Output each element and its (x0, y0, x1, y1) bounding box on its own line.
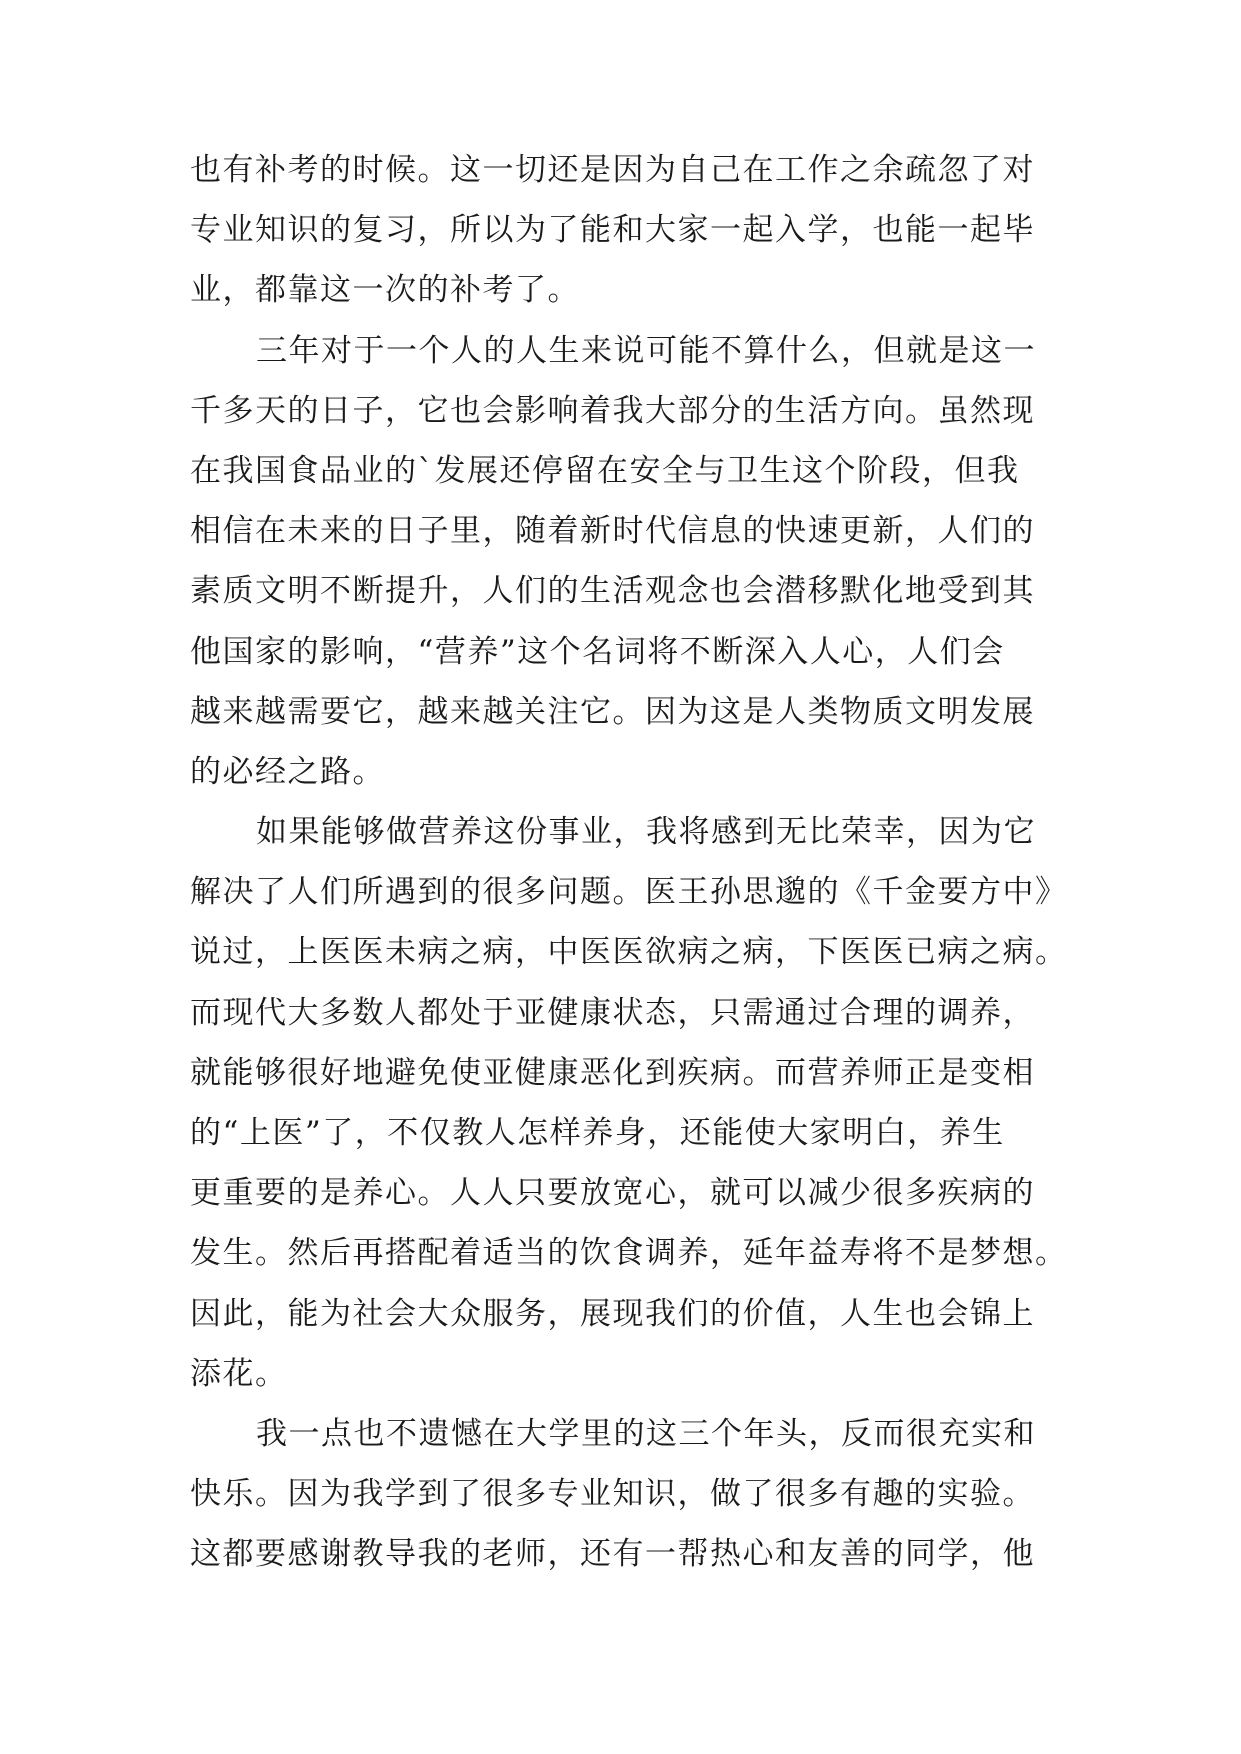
text-line: 就能够很好地避免使亚健康恶化到疾病。而营养师正是变相 (190, 1054, 1035, 1091)
text-line: 添花。 (190, 1355, 288, 1392)
text-line: 发生。然后再搭配着适当的饮食调养，延年益寿将不是梦想。 (190, 1235, 1068, 1272)
text-line: 越来越需要它，越来越关注它。因为这是人类物质文明发展 (190, 693, 1035, 730)
text-line: 这都要感谢教导我的老师，还有一帮热心和友善的同学，他 (190, 1536, 1035, 1573)
paragraph-first-line: 三年对于一个人的人生来说可能不算什么，但就是这一 (256, 332, 1036, 369)
text-line: 素质文明不断提升，人们的生活观念也会潜移默化地受到其 (190, 573, 1035, 610)
paragraph-first-line: 我一点也不遗憾在大学里的这三个年头，反而很充实和 (256, 1415, 1036, 1452)
text-line: 专业知识的复习，所以为了能和大家一起入学，也能一起毕 (190, 212, 1035, 249)
text-line: 解决了人们所遇到的很多问题。医王孙思邈的《千金要方中》 (190, 874, 1068, 911)
text-line: 而现代大多数人都处于亚健康状态，只需通过合理的调养， (190, 994, 1035, 1031)
body-text (190, 140, 1068, 1585)
text-line: 因此，能为社会大众服务，展现我们的价值，人生也会锦上 (190, 1295, 1035, 1332)
text-line: 快乐。因为我学到了很多专业知识，做了很多有趣的实验。 (190, 1476, 1035, 1513)
text-line: 更重要的是养心。人人只要放宽心，就可以减少很多疾病的 (190, 1175, 1035, 1212)
text-line: 千多天的日子，它也会影响着我大部分的生活方向。虽然现 (190, 392, 1035, 429)
text-line: 说过，上医医未病之病，中医医欲病之病，下医医已病之病。 (190, 934, 1068, 971)
text-line: 的“上医”了，不仅教人怎样养身，还能使大家明白，养生 (190, 1115, 1005, 1151)
text-line: 在我国食品业的`发展还停留在安全与卫生这个阶段，但我 (190, 452, 1020, 489)
text-line: 也有补考的时候。这一切还是因为自己在工作之余疏忽了对 (190, 152, 1035, 188)
text-line: 业，都靠这一次的补考了。 (190, 272, 580, 309)
text-line: 他国家的影响，“营养”这个名词将不断深入人心，人们会 (190, 633, 1005, 670)
text-line: 相信在未来的日子里，随着新时代信息的快速更新，人们的 (190, 513, 1035, 550)
paragraph-first-line: 如果能够做营养这份事业，我将感到无比荣幸，因为它 (256, 814, 1036, 851)
text-line: 的必经之路。 (190, 753, 385, 790)
